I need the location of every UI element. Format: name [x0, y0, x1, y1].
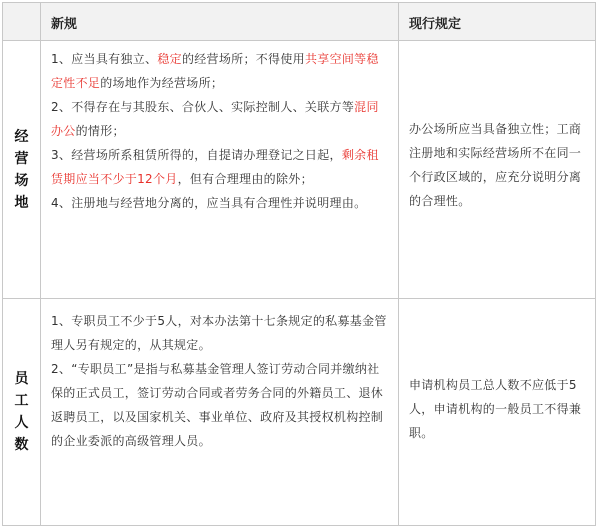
row-label-char: 人: [14, 415, 29, 431]
rule-text: 1、应当具有独立、: [51, 52, 158, 66]
row-label-cell: [3, 299, 41, 525]
row-label-char: 工: [14, 393, 29, 409]
row-label-char: 营: [14, 150, 29, 167]
row-label-char: 员: [14, 371, 29, 387]
rule-text: 4、注册地与经营地分离的，应当具有合理性并说明理由。: [51, 196, 367, 210]
new-rules-site: [51, 47, 388, 215]
new-rules-cell: [41, 299, 399, 525]
header-new-cell: [41, 3, 399, 40]
row-label-char: 场: [14, 172, 29, 189]
rule-paragraph: [51, 309, 388, 357]
current-rule-staff: 申请机构员工总人数不应低于5人，申请机构的一般员工不得兼职。: [409, 378, 582, 440]
rule-paragraph: [51, 357, 388, 453]
rule-text: 的场地作为经营场所；: [100, 76, 224, 90]
rule-highlight: 混同办公: [51, 100, 379, 138]
new-rules-cell: [41, 41, 399, 298]
new-rules-staff: [51, 309, 388, 453]
row-label-staff: [3, 368, 40, 456]
rule-text: ，但有合理理由的除外；: [177, 172, 313, 186]
comparison-table: [2, 2, 596, 526]
rule-highlight: 剩余租赁期应当不少于12个月: [51, 148, 379, 186]
row-label-char: 经: [14, 128, 29, 145]
rule-highlight: 共享空间等稳定性不足: [51, 52, 379, 90]
row-label-char: 地: [14, 194, 29, 211]
rule-text: 的经营场所；不得使用: [181, 52, 305, 66]
row-label-char: 数: [14, 437, 29, 453]
table-row-staff: [3, 299, 595, 525]
row-label-cell: [3, 41, 41, 298]
rule-highlight: 稳定: [157, 52, 182, 66]
header-current-label: 现行规定: [409, 17, 462, 32]
header-empty-cell: [3, 3, 41, 40]
rule-paragraph: [51, 191, 388, 215]
rule-paragraph: [51, 47, 388, 95]
header-current-cell: [399, 3, 595, 40]
table-header-row: [3, 3, 595, 41]
header-new-label: 新规: [51, 17, 78, 32]
rule-paragraph: [51, 95, 388, 143]
row-label-site: [3, 126, 40, 214]
rule-text: 3、经营场所系租赁所得的，自提请办理登记之日起，: [51, 148, 342, 162]
current-rule-cell: [399, 299, 595, 525]
current-rule-cell: [399, 41, 595, 298]
current-rule-site: 办公场所应当具备独立性；工商注册地和实际经营场所不在同一个行政区域的，应充分说明分离的合理性。: [409, 122, 582, 208]
rule-text: 的情形；: [75, 124, 125, 138]
rule-text: 2、不得存在与其股东、合伙人、实际控制人、关联方等: [51, 100, 355, 114]
rule-text: 2、“专职员工”是指与私募基金管理人签订劳动合同并缴纳社保的正式员工，签订劳动合同或者劳务合同的外籍员工、退休返聘员工，以及国家机关、事业单位、政府及其授权机构控制的企业委派的高级管理人员。: [51, 362, 384, 448]
rule-paragraph: [51, 143, 388, 191]
rule-text: 1、专职员工不少于5人，对本办法第十七条规定的私募基金管理人另有规定的，从其规定。: [51, 314, 387, 352]
table-row-site: [3, 41, 595, 299]
